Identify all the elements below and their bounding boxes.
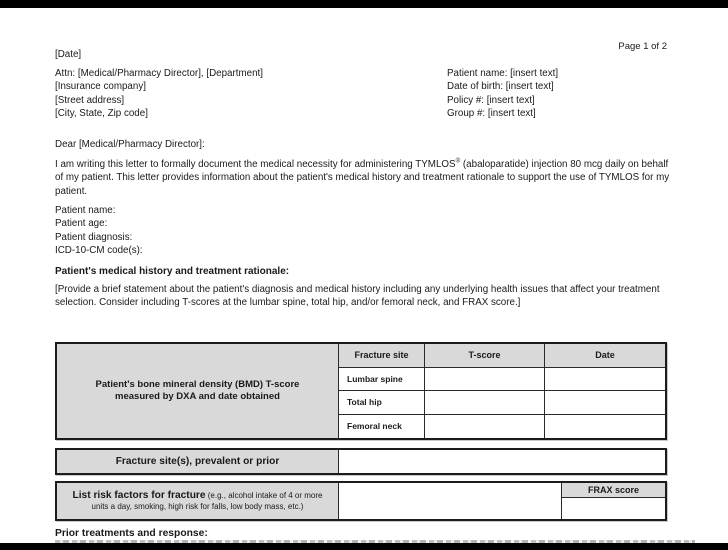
fracture-sites-value-cell	[339, 450, 665, 473]
recipient-street-line: [Street address]	[55, 94, 125, 106]
date-of-birth-field: Date of birth: [insert text]	[447, 81, 554, 93]
lumbar-spine-tscore-cell	[425, 368, 545, 392]
medical-history-placeholder: [Provide a brief statement about the patient's diagnosis and medical history including any underlying health issues that affect your treatment selection. Consider including T-scores at the lumbar spine, total hip, and/or femoral neck, and FRAX score.]	[55, 284, 660, 309]
risk-factors-label-cell	[57, 483, 339, 519]
patient-age-line: Patient age:	[55, 218, 108, 230]
bottom-black-bar	[0, 543, 728, 550]
row-label-total-hip: Total hip	[339, 391, 425, 415]
column-header-date: Date	[545, 344, 665, 368]
top-black-bar	[0, 0, 728, 8]
bmd-table-row-header: Patient's bone mineral density (BMD) T-score measured by DXA and date obtained	[95, 378, 300, 402]
femoral-neck-date-cell	[545, 415, 665, 439]
policy-number-field: Policy #: [insert text]	[447, 94, 535, 106]
total-hip-tscore-cell	[425, 391, 545, 415]
patient-name-line: Patient name:	[55, 205, 116, 216]
recipient-attn-line: Attn: [Medical/Pharmacy Director], [Department]	[55, 68, 263, 79]
risk-factors-table	[55, 481, 667, 521]
row-label-lumbar-spine: Lumbar spine	[339, 368, 425, 392]
risk-factors-value-cell	[339, 483, 562, 519]
registered-trademark-symbol: ®	[455, 157, 461, 165]
prior-treatments-heading: Prior treatments and response:	[55, 528, 208, 539]
total-hip-date-cell	[545, 391, 665, 415]
fracture-sites-label: Fracture site(s), prevalent or prior	[57, 450, 339, 473]
recipient-city-line: [City, State, Zip code]	[55, 108, 148, 120]
lumbar-spine-date-cell	[545, 368, 665, 392]
risk-factors-label-note: (e.g., alcohol intake of 4 or more units a day, smoking, high risk for falls, low body mass, etc.)	[91, 491, 323, 511]
patient-detail-lines	[55, 204, 143, 258]
salutation: Dear [Medical/Pharmacy Director]:	[55, 139, 205, 150]
column-header-t-score: T-score	[425, 344, 545, 368]
intro-text-after-reg: (abaloparatide) injection 80 mcg daily on behalf of my patient. This letter provides information about the patient's medical history and treatment rationale to support the use of TYMLOS for my patient.	[55, 159, 670, 197]
column-header-fracture-site: Fracture site	[339, 344, 425, 368]
bmd-table-row-header-cell	[57, 344, 339, 438]
frax-score-header: FRAX score	[562, 483, 665, 498]
patient-name-field: Patient name: [insert text]	[447, 68, 559, 79]
frax-score-value-cell	[562, 498, 665, 519]
group-number-field: Group #: [insert text]	[447, 108, 536, 120]
medical-history-heading: Patient's medical history and treatment rationale:	[55, 266, 290, 277]
fracture-sites-table	[55, 448, 667, 475]
patient-diagnosis-line: Patient diagnosis:	[55, 231, 133, 243]
recipient-block	[55, 67, 263, 121]
femoral-neck-tscore-cell	[425, 415, 545, 439]
patient-info-block	[447, 67, 558, 121]
risk-factors-label-bold: List risk factors for fracture	[72, 490, 206, 501]
risk-factors-label	[66, 490, 329, 512]
bmd-tscore-table	[55, 342, 667, 440]
date-placeholder: [Date]	[55, 49, 82, 60]
page-indicator: Page 1 of 2	[618, 41, 667, 52]
row-label-femoral-neck: Femoral neck	[339, 415, 425, 439]
intro-paragraph	[55, 158, 673, 198]
icd-codes-line: ICD-10-CM code(s):	[55, 245, 143, 257]
recipient-company-line: [Insurance company]	[55, 81, 146, 93]
intro-text-before-reg: I am writing this letter to formally document the medical necessity for administering TYMLOS	[55, 159, 456, 170]
